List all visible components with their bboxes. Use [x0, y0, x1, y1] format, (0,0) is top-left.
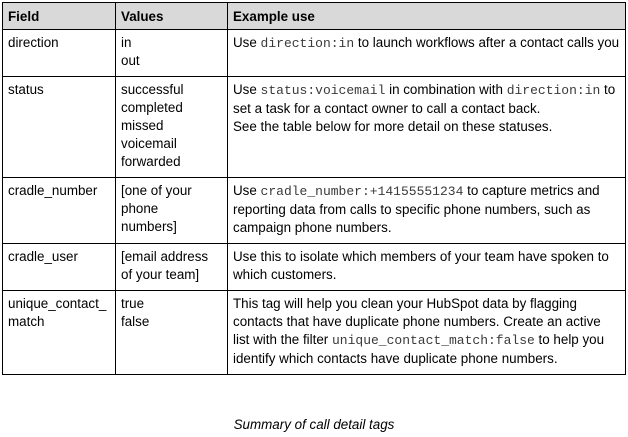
- value-item: [email address: [121, 249, 209, 264]
- example-text: to help you identify which contacts have duplicate phone numbers.: [233, 332, 605, 366]
- example-cell: [228, 178, 626, 244]
- values-cell: [116, 178, 228, 244]
- code-snippet: unique_contact_match:false: [331, 333, 535, 348]
- example-text: to set a task for a contact owner to call a contact back.: [233, 82, 616, 116]
- field-cell: status: [3, 77, 116, 178]
- value-item: in: [121, 35, 132, 50]
- example-text: to capture metrics and reporting data from calls to specific phone numbers, such as campaign phone numbers.: [233, 183, 600, 235]
- table-row: [3, 244, 626, 291]
- header-row: [3, 3, 626, 30]
- value-item: forwarded: [121, 154, 181, 169]
- value-item: completed: [121, 100, 183, 115]
- values-cell: [116, 30, 228, 77]
- value-item: [one of your: [121, 183, 192, 198]
- field-cell: cradle_number: [3, 178, 116, 244]
- table-row: [3, 77, 626, 178]
- value-item: voicemail: [121, 136, 177, 151]
- value-item: phone: [121, 201, 159, 216]
- field-cell: direction: [3, 30, 116, 77]
- value-item: of your team]: [121, 267, 200, 282]
- example-cell: [228, 30, 626, 77]
- field-cell: unique_contact_match: [3, 291, 116, 375]
- value-item: numbers]: [121, 219, 177, 234]
- example-text: Use this to isolate which members of your team have spoken to which customers.: [233, 249, 609, 282]
- table-header: [3, 3, 626, 30]
- values-cell: [116, 291, 228, 375]
- field-cell: cradle_user: [3, 244, 116, 291]
- code-snippet: cradle_number:+14155551234: [260, 184, 464, 199]
- example-text: to launch workflows after a contact calls you: [354, 35, 620, 50]
- values-cell: [116, 77, 228, 178]
- code-snippet: status:voicemail: [260, 83, 386, 98]
- value-item: out: [121, 53, 140, 68]
- example-text: in combination with: [385, 82, 507, 97]
- example-text: This tag will help you clean your HubSpot data by flagging contacts that have duplicate phone numbers. Create an active list with the filter: [233, 296, 601, 347]
- header-field: Field: [3, 3, 116, 30]
- values-cell: [116, 244, 228, 291]
- example-cell: [228, 291, 626, 375]
- code-snippet: direction:in: [506, 83, 601, 98]
- value-item: successful: [121, 82, 184, 97]
- value-item: missed: [121, 118, 164, 133]
- example-cell: [228, 77, 626, 178]
- example-note: See the table below for more detail on these statuses.: [233, 119, 553, 134]
- table-row: [3, 30, 626, 77]
- value-item: true: [121, 296, 145, 311]
- code-snippet: direction:in: [260, 36, 355, 51]
- header-example-use: Example use: [228, 3, 626, 30]
- value-item: false: [121, 314, 150, 329]
- table-row: [3, 291, 626, 375]
- call-detail-tags-table: [2, 2, 626, 375]
- example-text: Use: [233, 183, 261, 198]
- example-cell: [228, 244, 626, 291]
- example-text: Use: [233, 82, 261, 97]
- table-row: [3, 178, 626, 244]
- header-values: Values: [116, 3, 228, 30]
- example-text: Use: [233, 35, 261, 50]
- table-caption: Summary of call detail tags: [233, 417, 395, 432]
